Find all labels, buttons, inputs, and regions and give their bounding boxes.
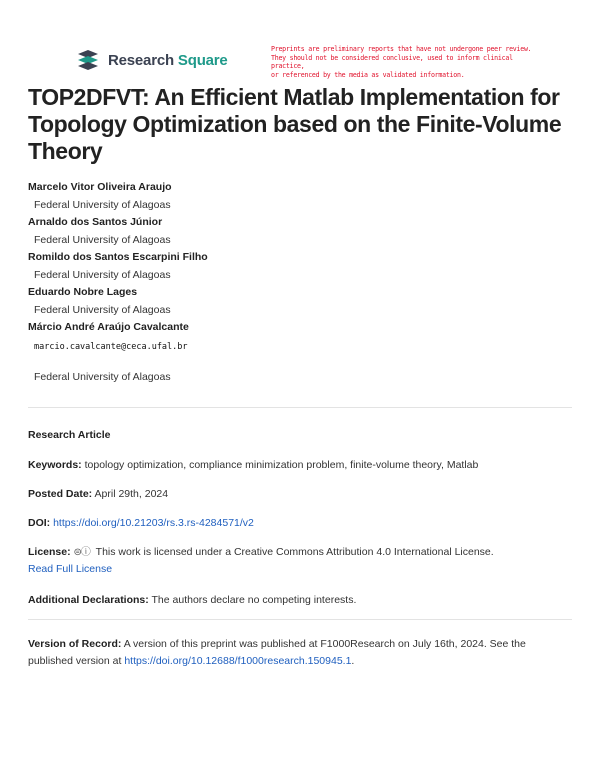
research-square-logo-icon xyxy=(76,48,100,72)
author-list xyxy=(28,179,568,386)
disclaimer-line: They should not be considered conclusive, used to inform clinical practice, xyxy=(271,53,513,70)
author-name: Marcelo Vitor Oliveira Araujo xyxy=(28,181,172,193)
declarations-value: The authors declare no competing interests. xyxy=(151,594,357,606)
paper-title: TOP2DFVT: An Efficient Matlab Implementation for Topology Optimization based on the Finite-Volume Theory xyxy=(28,84,562,164)
version-of-record-row xyxy=(28,636,573,670)
author-email[interactable]: marcio.cavalcante@ceca.ufal.br xyxy=(34,341,188,352)
brand-name-part1: Research xyxy=(108,51,178,69)
section-divider xyxy=(28,407,572,408)
keywords-row xyxy=(28,457,573,474)
posted-date-value: April 29th, 2024 xyxy=(94,488,169,500)
brand-name xyxy=(108,52,228,69)
creative-commons-icon: ⊜ⓘ xyxy=(73,547,90,558)
author-affiliation: Federal University of Alagoas xyxy=(34,370,171,383)
author-entry xyxy=(28,319,568,386)
license-label: License: xyxy=(28,546,71,558)
doi-label: DOI: xyxy=(28,517,51,529)
author-entry xyxy=(28,214,568,249)
version-of-record-end: . xyxy=(351,655,355,667)
keywords-label: Keywords: xyxy=(28,459,82,471)
author-affiliation: Federal University of Alagoas xyxy=(34,233,171,246)
author-affiliation: Federal University of Alagoas xyxy=(34,268,171,281)
author-entry xyxy=(28,249,568,284)
license-text: This work is licensed under a Creative Commons Attribution 4.0 International License. xyxy=(95,546,494,558)
read-full-license-link[interactable]: Read Full License xyxy=(28,563,113,575)
section-divider xyxy=(28,619,572,620)
version-of-record-label: Version of Record: xyxy=(28,638,122,650)
license-row xyxy=(28,544,573,578)
doi-row xyxy=(28,515,573,532)
author-entry xyxy=(28,284,568,319)
declarations-row xyxy=(28,592,573,609)
research-square-logo[interactable] xyxy=(76,46,236,74)
keywords-value: topology optimization, compliance minimization problem, finite-volume theory, Matlab xyxy=(84,459,479,471)
author-entry xyxy=(28,179,568,214)
author-name: Márcio André Araújo Cavalcante xyxy=(28,321,189,333)
brand-name-part2: Square xyxy=(177,51,228,69)
author-name: Romildo dos Santos Escarpini Filho xyxy=(28,251,208,263)
declarations-label: Additional Declarations: xyxy=(28,594,149,606)
article-type xyxy=(28,427,573,444)
posted-date-row xyxy=(28,486,573,503)
doi-link[interactable]: https://doi.org/10.21203/rs.3.rs-4284571/v2 xyxy=(53,517,254,529)
disclaimer-line: or referenced by the media as validated information. xyxy=(271,70,465,79)
article-type-label: Research Article xyxy=(28,429,111,441)
author-name: Arnaldo dos Santos Júnior xyxy=(28,216,163,228)
author-affiliation: Federal University of Alagoas xyxy=(34,198,171,211)
posted-date-label: Posted Date: xyxy=(28,488,93,500)
disclaimer-line: Preprints are preliminary reports that have not undergone peer review. xyxy=(271,45,532,53)
published-version-link[interactable]: https://doi.org/10.12688/f1000research.150945.1 xyxy=(124,655,352,667)
author-name: Eduardo Nobre Lages xyxy=(28,286,138,298)
preprint-disclaimer xyxy=(271,45,541,79)
author-affiliation: Federal University of Alagoas xyxy=(34,303,171,316)
version-of-record-text: A version of this preprint was published at F1000Research on July 16th, 2024. See the published version at xyxy=(28,638,526,667)
